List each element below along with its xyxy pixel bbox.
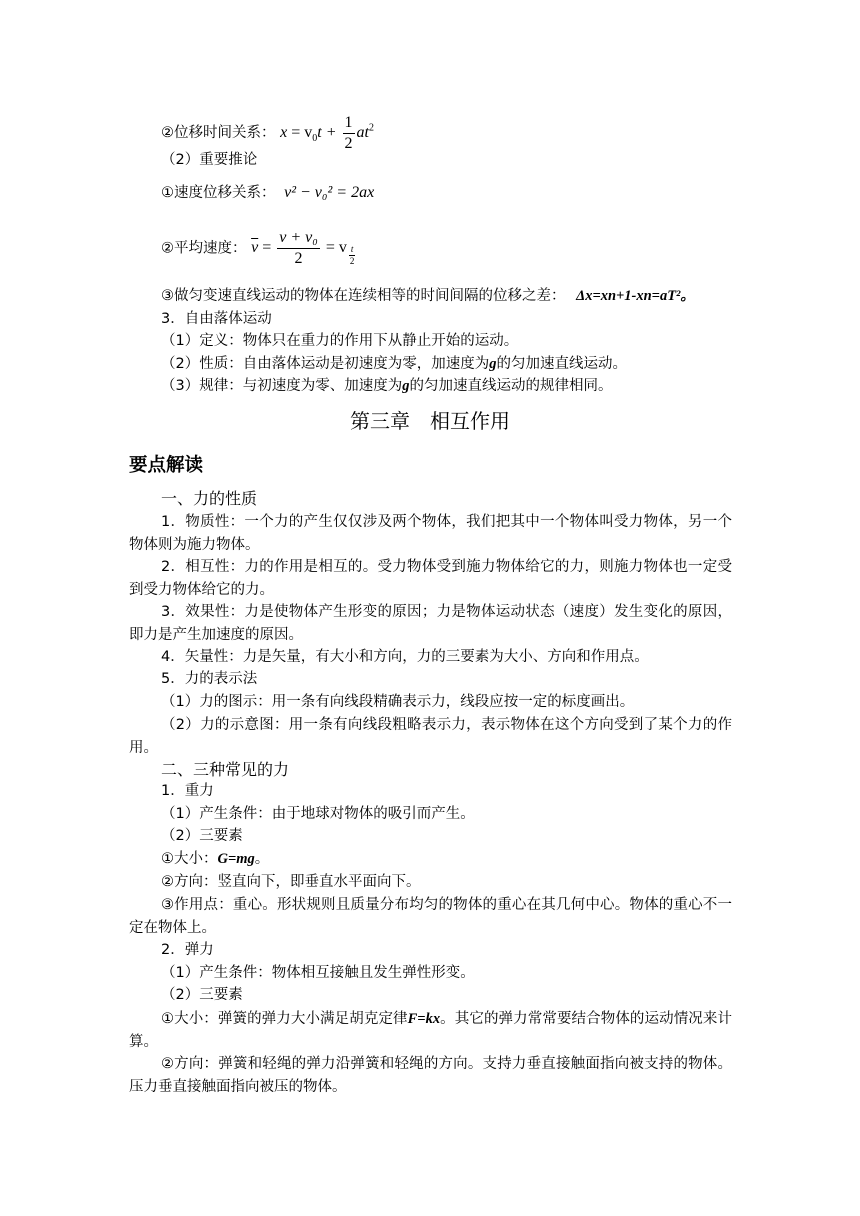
displacement-difference-line: ③做匀变速直线运动的物体在连续相等的时间间隔的位移之差： Δx=xn+1-xn=aT²。: [161, 288, 695, 304]
elastic-condition: （1）产生条件：物体相互接触且发生弹性形变。: [161, 965, 475, 981]
v-bar: $\overline{v}$: [251, 239, 259, 257]
para-vector: 4．矢量性：力是矢量，有大小和方向，力的三要素为大小、方向和作用点。: [161, 649, 649, 665]
displacement-time-line: [161, 113, 374, 154]
gravity-heading: 1．重力: [161, 783, 214, 799]
gravity-magnitude: ①大小：G=mg。: [161, 851, 270, 867]
section-title: 要点解读: [129, 455, 204, 476]
elastic-magnitude: ①大小：弹簧的弹力大小满足胡克定律F=kx。其它的弹力常常要结合物体的运动情况来计算。: [129, 1011, 733, 1050]
gravity-point: ③作用点：重心。形状规则且质量分布均匀的物体的重心在其几何中心。物体的重心不一定在物体上。: [129, 897, 732, 936]
average-velocity-line: ②平均速度： $\overline{v}$ = $\frac{\text{v + v₀}}{2}$ = v $\frac{t}{2}$: [161, 228, 357, 269]
elastic-direction: ②方向：弹簧和轻绳的弹力沿弹簧和轻绳的方向。支持力垂直接触面指向被支持的物体。压力垂直接触面指向被压的物体。: [129, 1056, 732, 1095]
subsection-three-forces: 二、三种常见的力: [161, 760, 290, 779]
free-fall-definition: （1）定义：物体只在重力的作用下从静止开始的运动。: [161, 333, 519, 349]
gravity-direction: ②方向：竖直向下，即垂直水平面向下。: [161, 874, 421, 890]
gravity-condition: （1）产生条件：由于地球对物体的吸引而产生。: [161, 806, 475, 822]
chapter-title: 第三章 相互作用: [350, 409, 510, 433]
average-velocity-formula: $\overline{v}$ = $\frac{\text{v + v₀}}{2}$ = v $\frac{t}{2}$: [251, 229, 355, 267]
para-representation: 5．力的表示法: [161, 671, 258, 687]
free-fall-property: （2）性质：自由落体运动是初速度为零，加速度为g的匀加速直线运动。: [161, 356, 627, 372]
important-inference-heading: （2）重要推论: [161, 152, 258, 168]
half-time-subscript: $\frac{t}{2}$: [349, 244, 355, 267]
half-fraction: $\frac{1}{2}$: [344, 114, 353, 152]
displacement-time-formula: $x = v_0t$ + $\frac{1}{2}$ $at^2$: [280, 114, 374, 152]
displacement-time-label: ②位移时间关系：: [161, 125, 276, 142]
gravity-elements: （2）三要素: [161, 828, 243, 844]
para-effect: 3．效果性：力是使物体产生形变的原因；力是物体运动状态（速度）发生变化的原因，即力是产生加速度的原因。: [129, 604, 732, 643]
para-materiality: 1．物质性：一个力的产生仅仅涉及两个物体，我们把其中一个物体叫受力物体，另一个物体则为施力物体。: [129, 514, 732, 553]
para-force-sketch: （2）力的示意图：用一条有向线段粗略表示力，表示物体在这个方向受到了某个力的作用。: [129, 717, 732, 756]
free-fall-heading: 3．自由落体运动: [161, 311, 272, 327]
free-fall-law: （3）规律：与初速度为零、加速度为g的匀加速直线运动的规律相同。: [161, 378, 613, 394]
velocity-displacement-line: ①速度位移关系： v² − v₀² = 2ax: [161, 184, 375, 201]
average-fraction: $\frac{\text{v + v₀}}{2}$: [279, 229, 318, 267]
para-mutuality: 2．相互性：力的作用是相互的。受力物体受到施力物体给它的力，则施力物体也一定受到受力物体给它的力。: [129, 559, 732, 598]
elastic-elements: （2）三要素: [161, 987, 243, 1003]
para-force-diagram: （1）力的图示：用一条有向线段精确表示力，线段应按一定的标度画出。: [161, 694, 635, 710]
subsection-force-properties: 一、力的性质: [161, 489, 258, 508]
elastic-heading: 2．弹力: [161, 942, 214, 958]
